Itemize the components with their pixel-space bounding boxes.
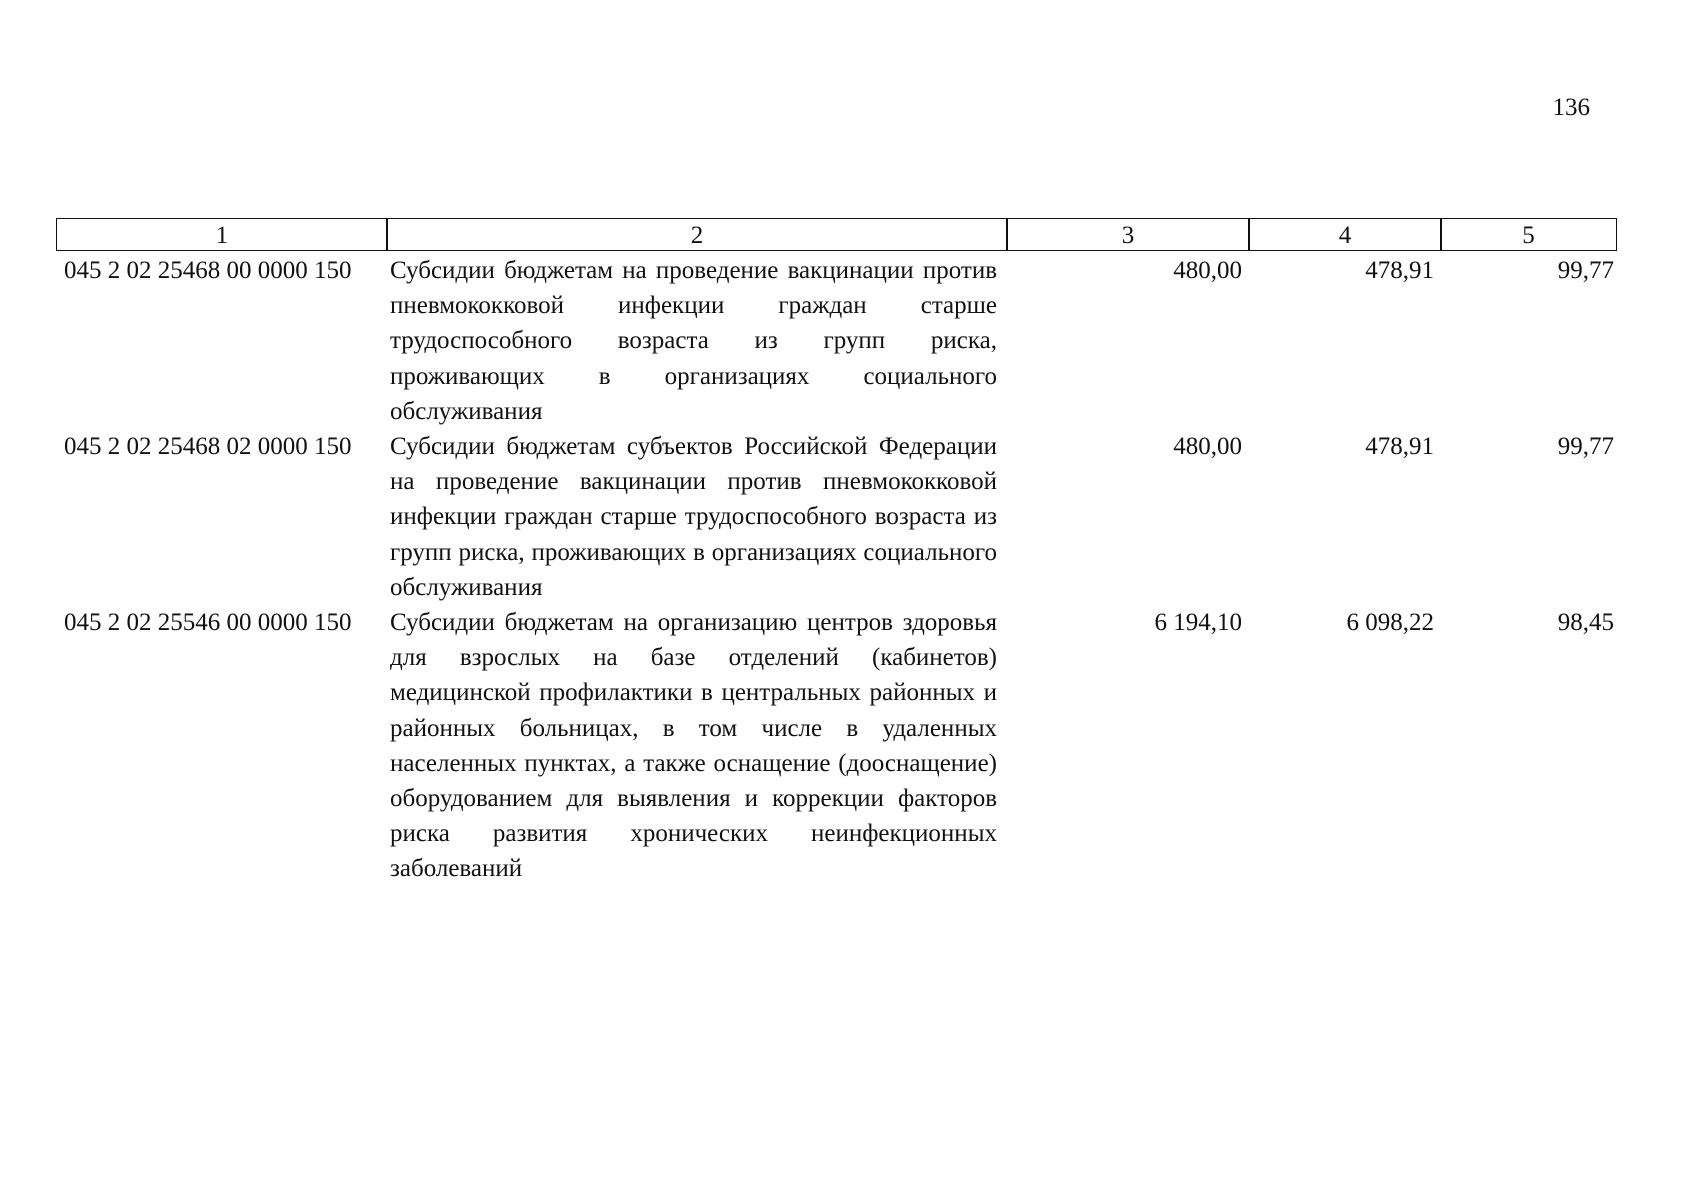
row-col5-value: 98,45 bbox=[1557, 609, 1614, 637]
row-col4-value: 478,91 bbox=[1365, 433, 1434, 461]
table-row bbox=[0, 429, 1696, 605]
header-col-1: 1 bbox=[56, 218, 388, 251]
header-col-2: 2 bbox=[386, 218, 1008, 251]
row-description: Субсидии бюджетам субъектов Российской Федерации на проведение вакцинации против пневмококковой инфекции граждан старше трудоспособного возраста из групп риска, проживающих в организациях социального обслуживания bbox=[390, 433, 997, 601]
header-col-3: 3 bbox=[1006, 218, 1250, 251]
row-col4-value: 478,91 bbox=[1365, 257, 1434, 284]
header-col-4: 4 bbox=[1248, 218, 1442, 251]
row-col3-value: 480,00 bbox=[1173, 433, 1242, 461]
table-row bbox=[0, 253, 1696, 429]
row-code: 045 2 02 25468 02 0000 150 bbox=[64, 433, 352, 461]
row-col4-value: 6 098,22 bbox=[1346, 609, 1434, 637]
row-col5-value: 99,77 bbox=[1557, 257, 1614, 284]
row-col3-value: 6 194,10 bbox=[1154, 609, 1242, 637]
row-description: Субсидии бюджетам на организацию центров здоровья для взрослых на базе отделений (кабинетов) медицинской профилактики в центральных районных и районных больницах, в том числе в удаленных населенных пунктах, а также оснащение (дооснащение) оборудованием для выявления и коррекции факторов риска развития хронических неинфекционных заболеваний bbox=[390, 609, 997, 883]
table-body bbox=[0, 253, 1696, 887]
row-col5-value: 99,77 bbox=[1557, 433, 1614, 461]
page-number: 136 bbox=[1552, 94, 1590, 121]
table-row bbox=[0, 605, 1696, 887]
row-description: Субсидии бюджетам на проведение вакцинации против пневмококковой инфекции граждан старше трудоспособного возраста из групп риска, проживающих в организациях социального обслуживания bbox=[390, 257, 997, 425]
header-col-5: 5 bbox=[1440, 218, 1617, 251]
table-header bbox=[56, 218, 1617, 253]
row-code: 045 2 02 25546 00 0000 150 bbox=[64, 609, 352, 637]
row-code: 045 2 02 25468 00 0000 150 bbox=[64, 257, 352, 284]
row-col3-value: 480,00 bbox=[1173, 257, 1242, 284]
